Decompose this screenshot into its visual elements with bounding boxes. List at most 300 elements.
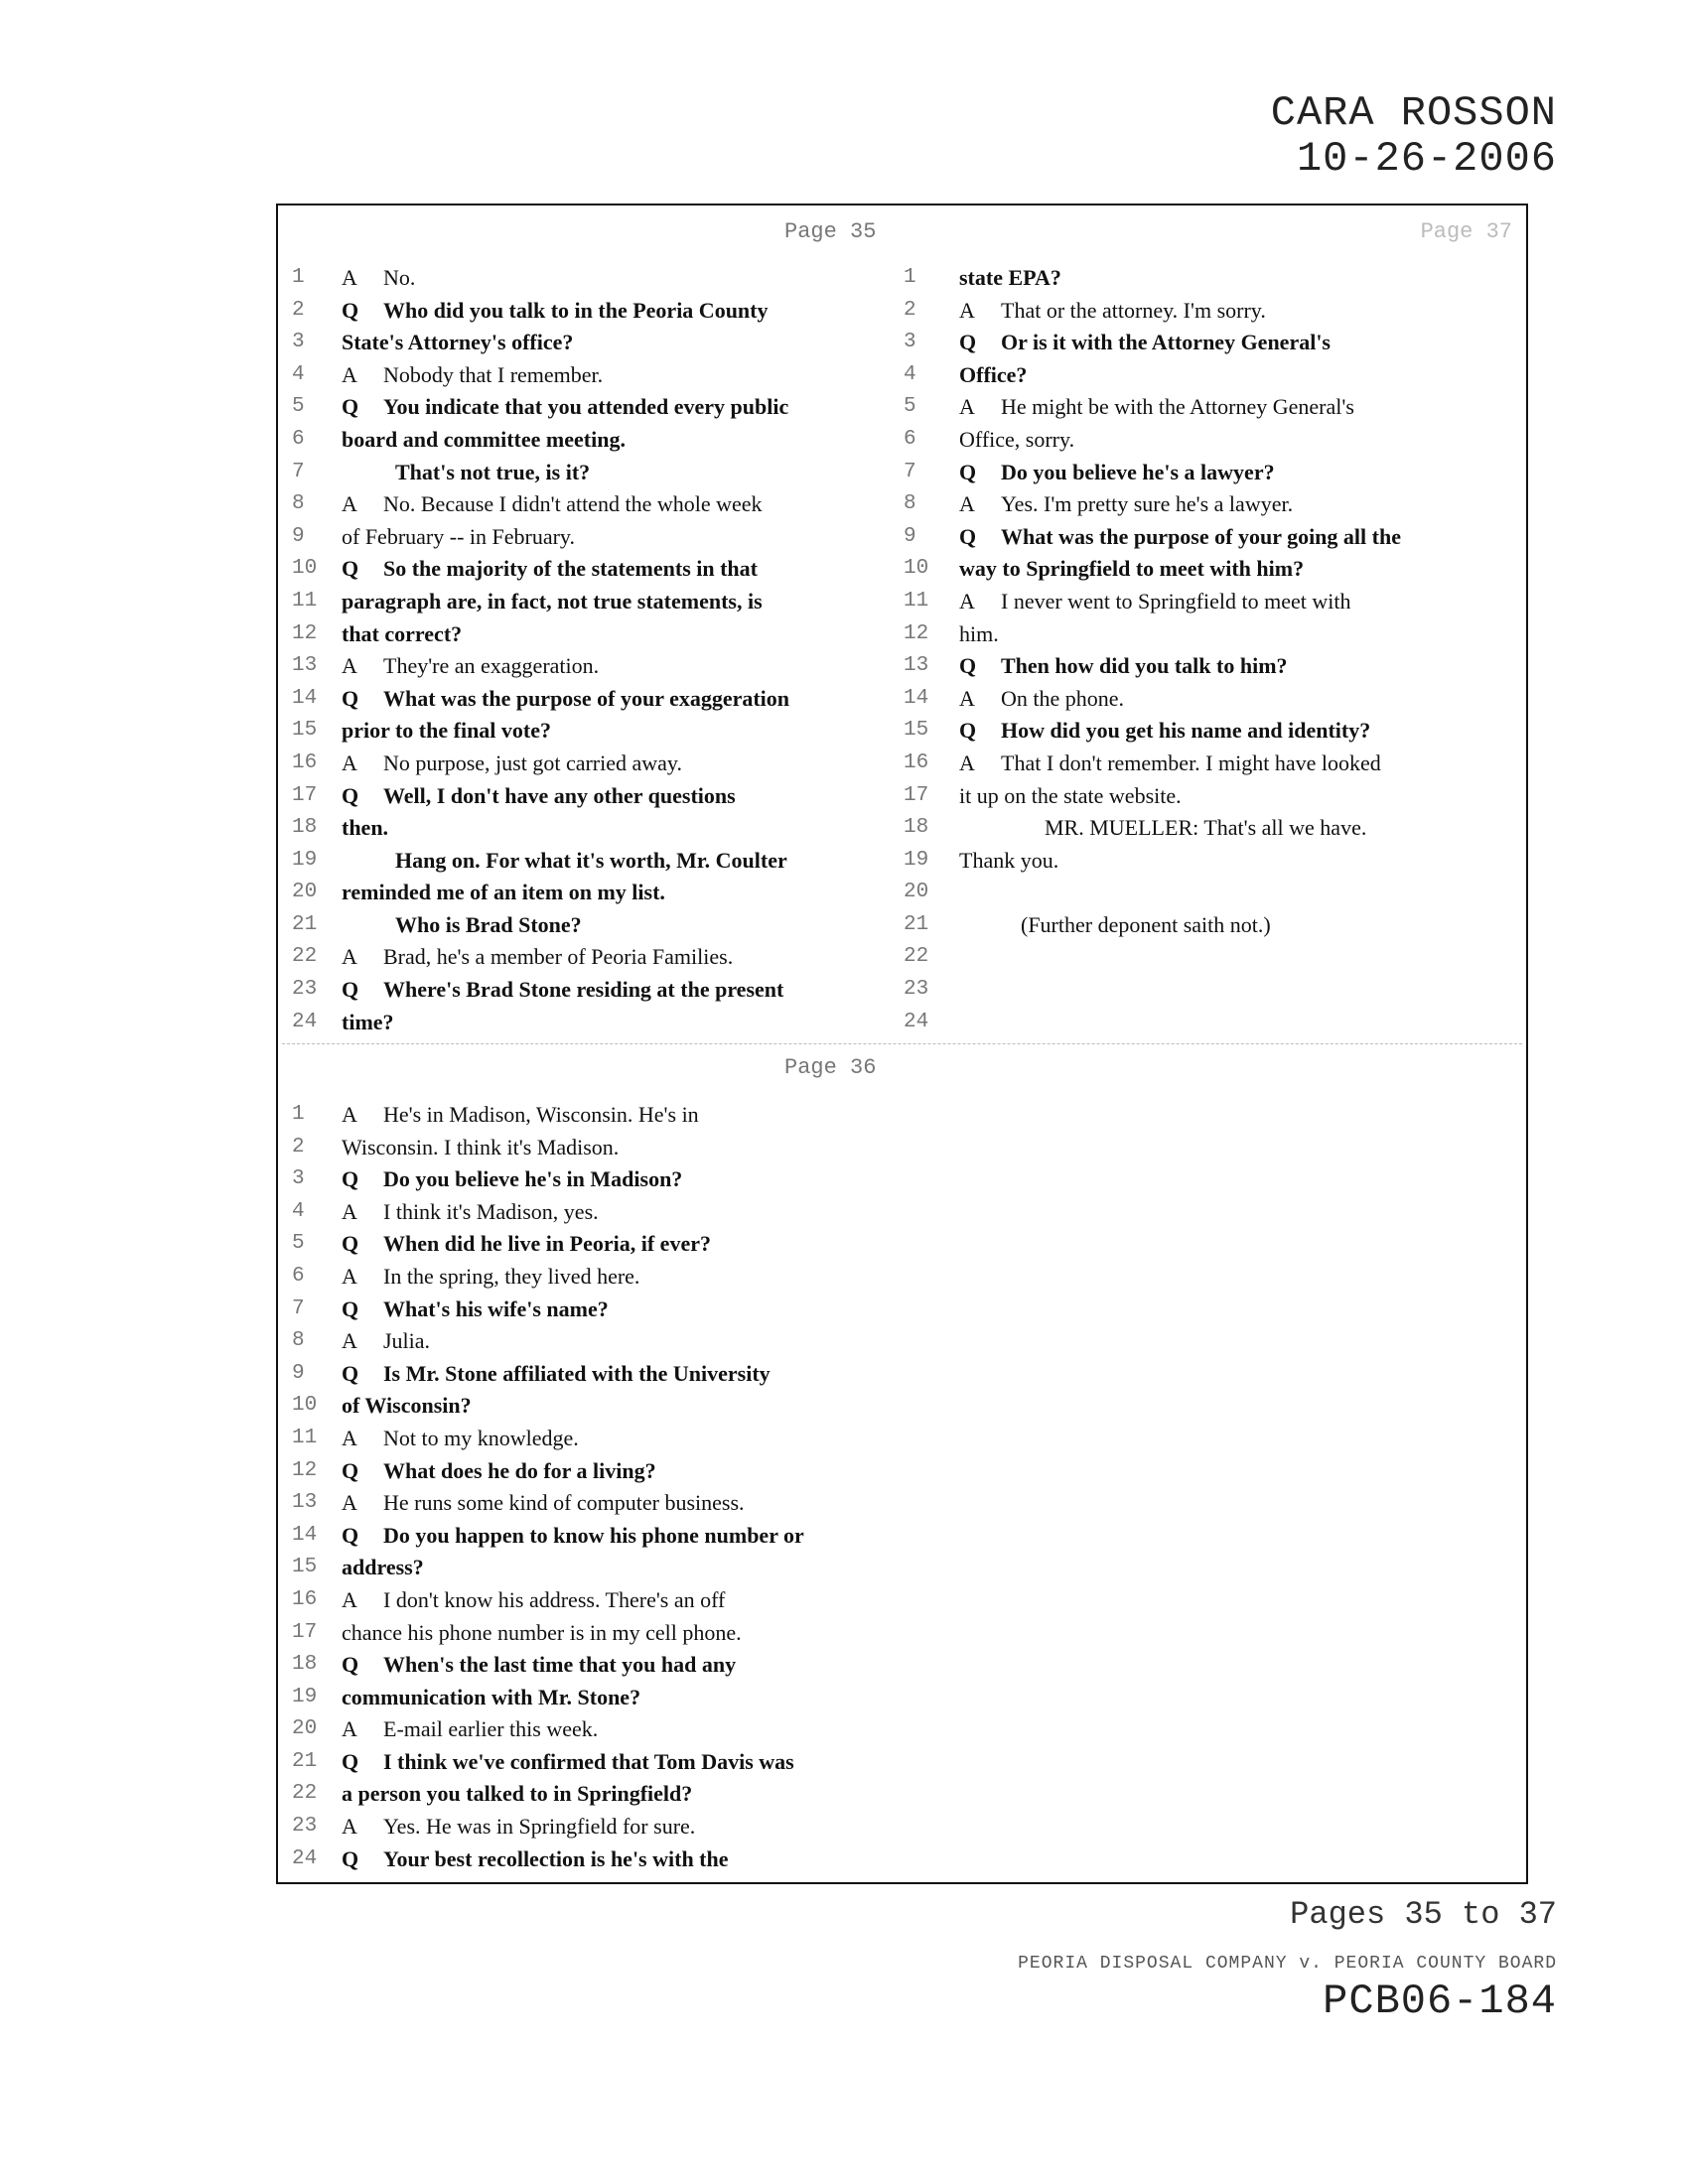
line-body: Who did you talk to in the Peoria County <box>383 297 769 323</box>
line-text <box>959 715 1370 748</box>
page-label-37: Page 37 <box>1420 219 1512 244</box>
line-number: 23 <box>292 978 318 1002</box>
line-number: 11 <box>292 589 318 613</box>
line-number: 5 <box>292 395 305 419</box>
transcript-line <box>278 618 904 651</box>
transcript-line <box>904 877 1529 909</box>
line-body: Office, sorry. <box>959 426 1075 452</box>
line-body: I don't know his address. There's an off <box>383 1586 726 1612</box>
line-text <box>342 1617 742 1650</box>
line-number: 23 <box>292 1815 318 1839</box>
speaker-marker: Q <box>342 977 359 1003</box>
line-number: 23 <box>904 978 929 1002</box>
line-number: 20 <box>904 881 929 904</box>
line-text <box>959 683 1124 716</box>
line-text <box>342 1455 656 1488</box>
line-body: What does he do for a living? <box>383 1457 656 1483</box>
line-text <box>959 359 1027 392</box>
line-number: 9 <box>904 524 916 548</box>
line-body: What was the purpose of your going all the <box>1001 523 1401 549</box>
transcript-line <box>278 1261 904 1294</box>
line-text <box>342 488 763 521</box>
transcript-line <box>278 845 904 878</box>
line-number: 19 <box>292 1685 318 1708</box>
line-number: 15 <box>904 719 929 743</box>
transcript-line <box>278 1778 904 1811</box>
line-number: 10 <box>292 1394 318 1418</box>
transcript-line <box>278 941 904 974</box>
line-text <box>959 650 1288 683</box>
line-text <box>395 909 582 942</box>
line-number: 3 <box>292 1167 305 1191</box>
line-number: 21 <box>292 912 318 936</box>
transcript-line <box>904 941 1529 974</box>
transcript-line <box>278 1132 904 1164</box>
transcript-line <box>278 1007 904 1039</box>
line-body: He runs some kind of computer business. <box>383 1490 745 1516</box>
transcript-line <box>904 812 1529 845</box>
speaker-marker: A <box>342 750 357 775</box>
line-text <box>342 748 682 780</box>
line-body: paragraph are, in fact, not true statements, is <box>342 588 763 614</box>
speaker-marker: Q <box>342 782 359 808</box>
line-text <box>342 1487 745 1520</box>
line-body: That's not true, is it? <box>395 459 591 484</box>
line-body: chance his phone number is in my cell phone. <box>342 1619 742 1645</box>
line-number: 3 <box>904 331 916 354</box>
page-label-35: Page 35 <box>784 219 877 244</box>
line-body: No. <box>383 265 416 290</box>
transcript-line <box>278 1843 904 1876</box>
line-number: 7 <box>904 460 916 483</box>
speaker-marker: Q <box>959 653 977 679</box>
page-36-lines <box>278 1099 904 1875</box>
line-body: that correct? <box>342 620 463 646</box>
line-body: So the majority of the statements in that <box>383 556 758 582</box>
page-35-lines <box>278 262 904 1038</box>
line-text <box>342 877 665 909</box>
transcript-line <box>904 327 1529 359</box>
line-text <box>342 1099 699 1132</box>
line-text <box>342 1325 430 1358</box>
speaker-marker: Q <box>342 1652 359 1678</box>
speaker-marker: Q <box>342 685 359 711</box>
transcript-line <box>278 1294 904 1326</box>
speaker-marker: A <box>342 1328 357 1354</box>
speaker-marker: A <box>342 1716 357 1742</box>
line-body: Yes. He was in Springfield for sure. <box>383 1814 696 1840</box>
line-body: No purpose, just got carried away. <box>383 750 682 775</box>
line-text <box>959 424 1074 457</box>
line-text <box>342 618 462 651</box>
transcript-line <box>278 1584 904 1617</box>
line-number: 13 <box>904 654 929 678</box>
line-text <box>342 1649 736 1682</box>
transcript-line <box>278 553 904 586</box>
line-text <box>959 488 1293 521</box>
transcript-line <box>278 586 904 618</box>
line-number: 19 <box>292 848 318 872</box>
transcript-line <box>278 748 904 780</box>
deposition-date: 10-26-2006 <box>1296 135 1557 183</box>
line-body: reminded me of an item on my list. <box>342 880 665 905</box>
transcript-line <box>278 1325 904 1358</box>
speaker-marker: A <box>342 1102 357 1127</box>
line-text <box>959 391 1354 424</box>
line-number: 21 <box>292 1749 318 1773</box>
line-number: 19 <box>904 848 929 872</box>
line-number: 10 <box>904 557 929 581</box>
line-body: Well, I don't have any other questions <box>383 782 736 808</box>
line-body: Wisconsin. I think it's Madison. <box>342 1134 620 1160</box>
line-body: communication with Mr. Stone? <box>342 1684 641 1709</box>
transcript-line <box>278 1390 904 1423</box>
transcript-line <box>278 1455 904 1488</box>
line-text <box>342 974 783 1007</box>
line-body: board and committee meeting. <box>342 426 626 452</box>
line-body: What was the purpose of your exaggeration <box>383 685 790 711</box>
speaker-marker: A <box>342 491 357 517</box>
transcript-line <box>278 1520 904 1553</box>
speaker-marker: Q <box>342 1360 359 1386</box>
line-text <box>342 1778 692 1811</box>
line-body: He's in Madison, Wisconsin. He's in <box>383 1102 699 1127</box>
line-text <box>342 1713 598 1746</box>
speaker-marker: A <box>342 1586 357 1612</box>
line-body: Office? <box>959 361 1028 387</box>
line-body: prior to the final vote? <box>342 718 552 744</box>
speaker-marker: Q <box>342 1296 359 1321</box>
line-number: 20 <box>292 1717 318 1741</box>
transcript-line <box>904 715 1529 748</box>
line-number: 6 <box>292 427 305 451</box>
speaker-marker: A <box>959 750 975 775</box>
line-body: a person you talked to in Springfield? <box>342 1781 693 1807</box>
line-body: state EPA? <box>959 265 1061 290</box>
speaker-marker: Q <box>342 1748 359 1774</box>
line-number: 12 <box>292 1458 318 1482</box>
transcript-line <box>278 1552 904 1584</box>
line-body: MR. MUELLER: That's all we have. <box>1045 815 1367 841</box>
speaker-marker: Q <box>959 523 977 549</box>
line-text <box>395 457 590 489</box>
line-body: That I don't remember. I might have looked <box>1001 750 1381 775</box>
line-number: 4 <box>292 1199 305 1223</box>
transcript-frame <box>276 204 1528 1884</box>
line-number: 5 <box>292 1232 305 1256</box>
line-body: Your best recollection is he's with the <box>383 1845 729 1871</box>
line-number: 16 <box>292 1587 318 1611</box>
line-text <box>395 845 787 878</box>
transcript-line <box>278 359 904 392</box>
transcript-line <box>278 1682 904 1714</box>
line-body: Where's Brad Stone residing at the present <box>383 977 784 1003</box>
line-text <box>959 845 1058 878</box>
line-body: address? <box>342 1555 424 1580</box>
line-body: They're an exaggeration. <box>383 653 600 679</box>
line-number: 13 <box>292 1491 318 1515</box>
transcript-line <box>904 1007 1529 1039</box>
line-text <box>959 553 1304 586</box>
line-text <box>342 715 551 748</box>
speaker-marker: A <box>342 361 357 387</box>
line-text <box>342 359 603 392</box>
line-text <box>959 780 1182 813</box>
line-text <box>342 1584 725 1617</box>
line-number: 17 <box>292 783 318 807</box>
transcript-line <box>904 553 1529 586</box>
line-number: 7 <box>292 1297 305 1320</box>
line-body: Do you believe he's in Madison? <box>383 1166 683 1192</box>
transcript-line <box>278 1228 904 1261</box>
line-text <box>342 1390 472 1423</box>
line-body: I never went to Springfield to meet with <box>1001 588 1351 614</box>
transcript-line <box>278 457 904 489</box>
transcript-line <box>278 488 904 521</box>
line-number: 22 <box>904 945 929 969</box>
line-body: No. Because I didn't attend the whole week <box>383 491 763 517</box>
line-number: 8 <box>292 492 305 516</box>
transcript-line <box>904 262 1529 295</box>
line-number: 24 <box>904 1010 929 1033</box>
line-number: 20 <box>292 881 318 904</box>
line-number: 18 <box>292 816 318 840</box>
transcript-line <box>278 780 904 813</box>
line-number: 8 <box>904 492 916 516</box>
line-text <box>342 1196 599 1229</box>
transcript-line <box>904 780 1529 813</box>
speaker-marker: A <box>959 491 975 517</box>
transcript-line <box>278 1163 904 1196</box>
line-number: 9 <box>292 1361 305 1385</box>
line-number: 5 <box>904 395 916 419</box>
line-number: 6 <box>904 427 916 451</box>
line-body: Is Mr. Stone affiliated with the University <box>383 1360 771 1386</box>
line-number: 21 <box>904 912 929 936</box>
line-number: 2 <box>904 298 916 322</box>
speaker-marker: A <box>342 653 357 679</box>
line-number: 2 <box>292 1135 305 1159</box>
line-text <box>959 295 1266 328</box>
transcript-line <box>278 1196 904 1229</box>
line-text <box>959 457 1275 489</box>
transcript-line <box>904 650 1529 683</box>
line-body: That or the attorney. I'm sorry. <box>1001 297 1266 323</box>
transcript-line <box>904 974 1529 1007</box>
speaker-marker: Q <box>342 1457 359 1483</box>
line-number: 6 <box>292 1264 305 1288</box>
line-body: On the phone. <box>1001 685 1125 711</box>
line-text <box>342 424 626 457</box>
line-text <box>342 1163 682 1196</box>
line-body: How did you get his name and identity? <box>1001 718 1371 744</box>
line-number: 8 <box>292 1329 305 1353</box>
line-body: way to Springfield to meet with him? <box>959 556 1305 582</box>
speaker-marker: A <box>342 1263 357 1289</box>
transcript-line <box>278 715 904 748</box>
transcript-line <box>278 1617 904 1650</box>
line-number: 14 <box>904 686 929 710</box>
line-body: Nobody that I remember. <box>383 361 604 387</box>
speaker-marker: A <box>959 394 975 420</box>
line-body: of February -- in February. <box>342 523 575 549</box>
line-body: Thank you. <box>959 847 1059 873</box>
line-text <box>959 618 999 651</box>
line-body: Not to my knowledge. <box>383 1425 579 1450</box>
line-number: 24 <box>292 1846 318 1870</box>
line-text <box>342 1132 619 1164</box>
line-body: then. <box>342 815 389 841</box>
line-body: him. <box>959 620 999 646</box>
line-number: 3 <box>292 331 305 354</box>
line-number: 14 <box>292 686 318 710</box>
line-text <box>342 1007 394 1039</box>
line-text <box>342 683 789 716</box>
line-body: Do you happen to know his phone number or <box>383 1522 804 1548</box>
line-body: it up on the state website. <box>959 782 1182 808</box>
line-text <box>342 553 758 586</box>
transcript-line <box>904 424 1529 457</box>
speaker-marker: Q <box>342 1231 359 1257</box>
speaker-marker: Q <box>342 1845 359 1871</box>
line-text <box>1021 909 1271 942</box>
transcript-line <box>278 1423 904 1455</box>
transcript-line <box>278 521 904 554</box>
line-text <box>342 1520 804 1553</box>
line-number: 1 <box>292 1103 305 1126</box>
line-number: 18 <box>292 1653 318 1677</box>
line-number: 10 <box>292 557 318 581</box>
transcript-line <box>904 359 1529 392</box>
line-number: 15 <box>292 719 318 743</box>
transcript-line <box>904 521 1529 554</box>
line-body: Then how did you talk to him? <box>1001 653 1288 679</box>
transcript-line <box>278 424 904 457</box>
line-body: In the spring, they lived here. <box>383 1263 640 1289</box>
speaker-marker: A <box>342 1425 357 1450</box>
line-text <box>342 391 788 424</box>
line-number: 11 <box>292 1426 318 1449</box>
line-body: of Wisconsin? <box>342 1393 472 1419</box>
line-text <box>342 941 733 974</box>
speaker-marker: Q <box>342 556 359 582</box>
line-text <box>342 1358 771 1391</box>
transcript-line <box>278 295 904 328</box>
transcript-line <box>278 909 904 942</box>
line-text <box>342 1811 695 1843</box>
line-body: When's the last time that you had any <box>383 1652 737 1678</box>
transcript-line <box>278 262 904 295</box>
transcript-line <box>278 650 904 683</box>
line-body: (Further deponent saith not.) <box>1021 911 1271 937</box>
line-number: 9 <box>292 524 305 548</box>
transcript-line <box>278 1713 904 1746</box>
line-text <box>342 1843 729 1876</box>
line-text <box>959 586 1351 618</box>
line-number: 22 <box>292 945 318 969</box>
transcript-line <box>278 1487 904 1520</box>
line-text <box>342 780 736 813</box>
line-body: time? <box>342 1009 394 1034</box>
line-body: Brad, he's a member of Peoria Families. <box>383 944 734 970</box>
line-text <box>959 262 1061 295</box>
line-body: Hang on. For what it's worth, Mr. Coulter <box>395 847 787 873</box>
page-label-36: Page 36 <box>784 1055 877 1080</box>
line-number: 18 <box>904 816 929 840</box>
speaker-marker: A <box>342 944 357 970</box>
line-text <box>342 521 575 554</box>
line-text <box>342 650 599 683</box>
line-text <box>342 1423 579 1455</box>
line-body: When did he live in Peoria, if ever? <box>383 1231 711 1257</box>
speaker-marker: A <box>342 265 357 290</box>
line-body: You indicate that you attended every public <box>383 394 789 420</box>
line-text <box>1045 812 1366 845</box>
line-number: 24 <box>292 1010 318 1033</box>
transcript-line <box>278 877 904 909</box>
line-text <box>959 521 1401 554</box>
transcript-line <box>904 295 1529 328</box>
transcript-line <box>904 618 1529 651</box>
line-text <box>342 1682 640 1714</box>
case-title: PEORIA DISPOSAL COMPANY v. PEORIA COUNTY BOARD <box>1018 1954 1557 1974</box>
transcript-line <box>278 812 904 845</box>
line-number: 16 <box>904 751 929 774</box>
transcript-line <box>904 748 1529 780</box>
line-body: He might be with the Attorney General's <box>1001 394 1354 420</box>
deponent-name: CARA ROSSON <box>1270 89 1557 137</box>
line-number: 4 <box>292 362 305 386</box>
transcript-line <box>278 1099 904 1132</box>
line-body: I think we've confirmed that Tom Davis was <box>383 1748 794 1774</box>
line-number: 4 <box>904 362 916 386</box>
transcript-line <box>278 1649 904 1682</box>
line-body: Julia. <box>383 1328 431 1354</box>
speaker-marker: Q <box>959 330 977 355</box>
speaker-marker: Q <box>342 297 359 323</box>
transcript-line <box>904 457 1529 489</box>
line-text <box>342 812 388 845</box>
page-divider <box>282 1043 1522 1044</box>
line-text <box>342 1261 639 1294</box>
line-number: 22 <box>292 1782 318 1806</box>
line-number: 17 <box>904 783 929 807</box>
speaker-marker: A <box>959 297 975 323</box>
speaker-marker: Q <box>342 1166 359 1192</box>
line-text <box>342 1746 794 1779</box>
line-text <box>959 748 1381 780</box>
line-body: Do you believe he's a lawyer? <box>1001 459 1275 484</box>
transcript-line <box>278 327 904 359</box>
speaker-marker: A <box>342 1490 357 1516</box>
line-number: 12 <box>292 621 318 645</box>
line-body: Or is it with the Attorney General's <box>1001 330 1331 355</box>
transcript-line <box>278 1746 904 1779</box>
line-text <box>959 327 1331 359</box>
transcript-line <box>278 391 904 424</box>
line-number: 7 <box>292 460 305 483</box>
transcript-line <box>278 974 904 1007</box>
transcript-line <box>904 488 1529 521</box>
line-number: 13 <box>292 654 318 678</box>
speaker-marker: Q <box>959 718 977 744</box>
transcript-line <box>904 683 1529 716</box>
page-range: Pages 35 to 37 <box>1290 1896 1557 1933</box>
line-number: 16 <box>292 751 318 774</box>
speaker-marker: Q <box>342 1522 359 1548</box>
speaker-marker: Q <box>342 394 359 420</box>
line-body: Yes. I'm pretty sure he's a lawyer. <box>1001 491 1294 517</box>
